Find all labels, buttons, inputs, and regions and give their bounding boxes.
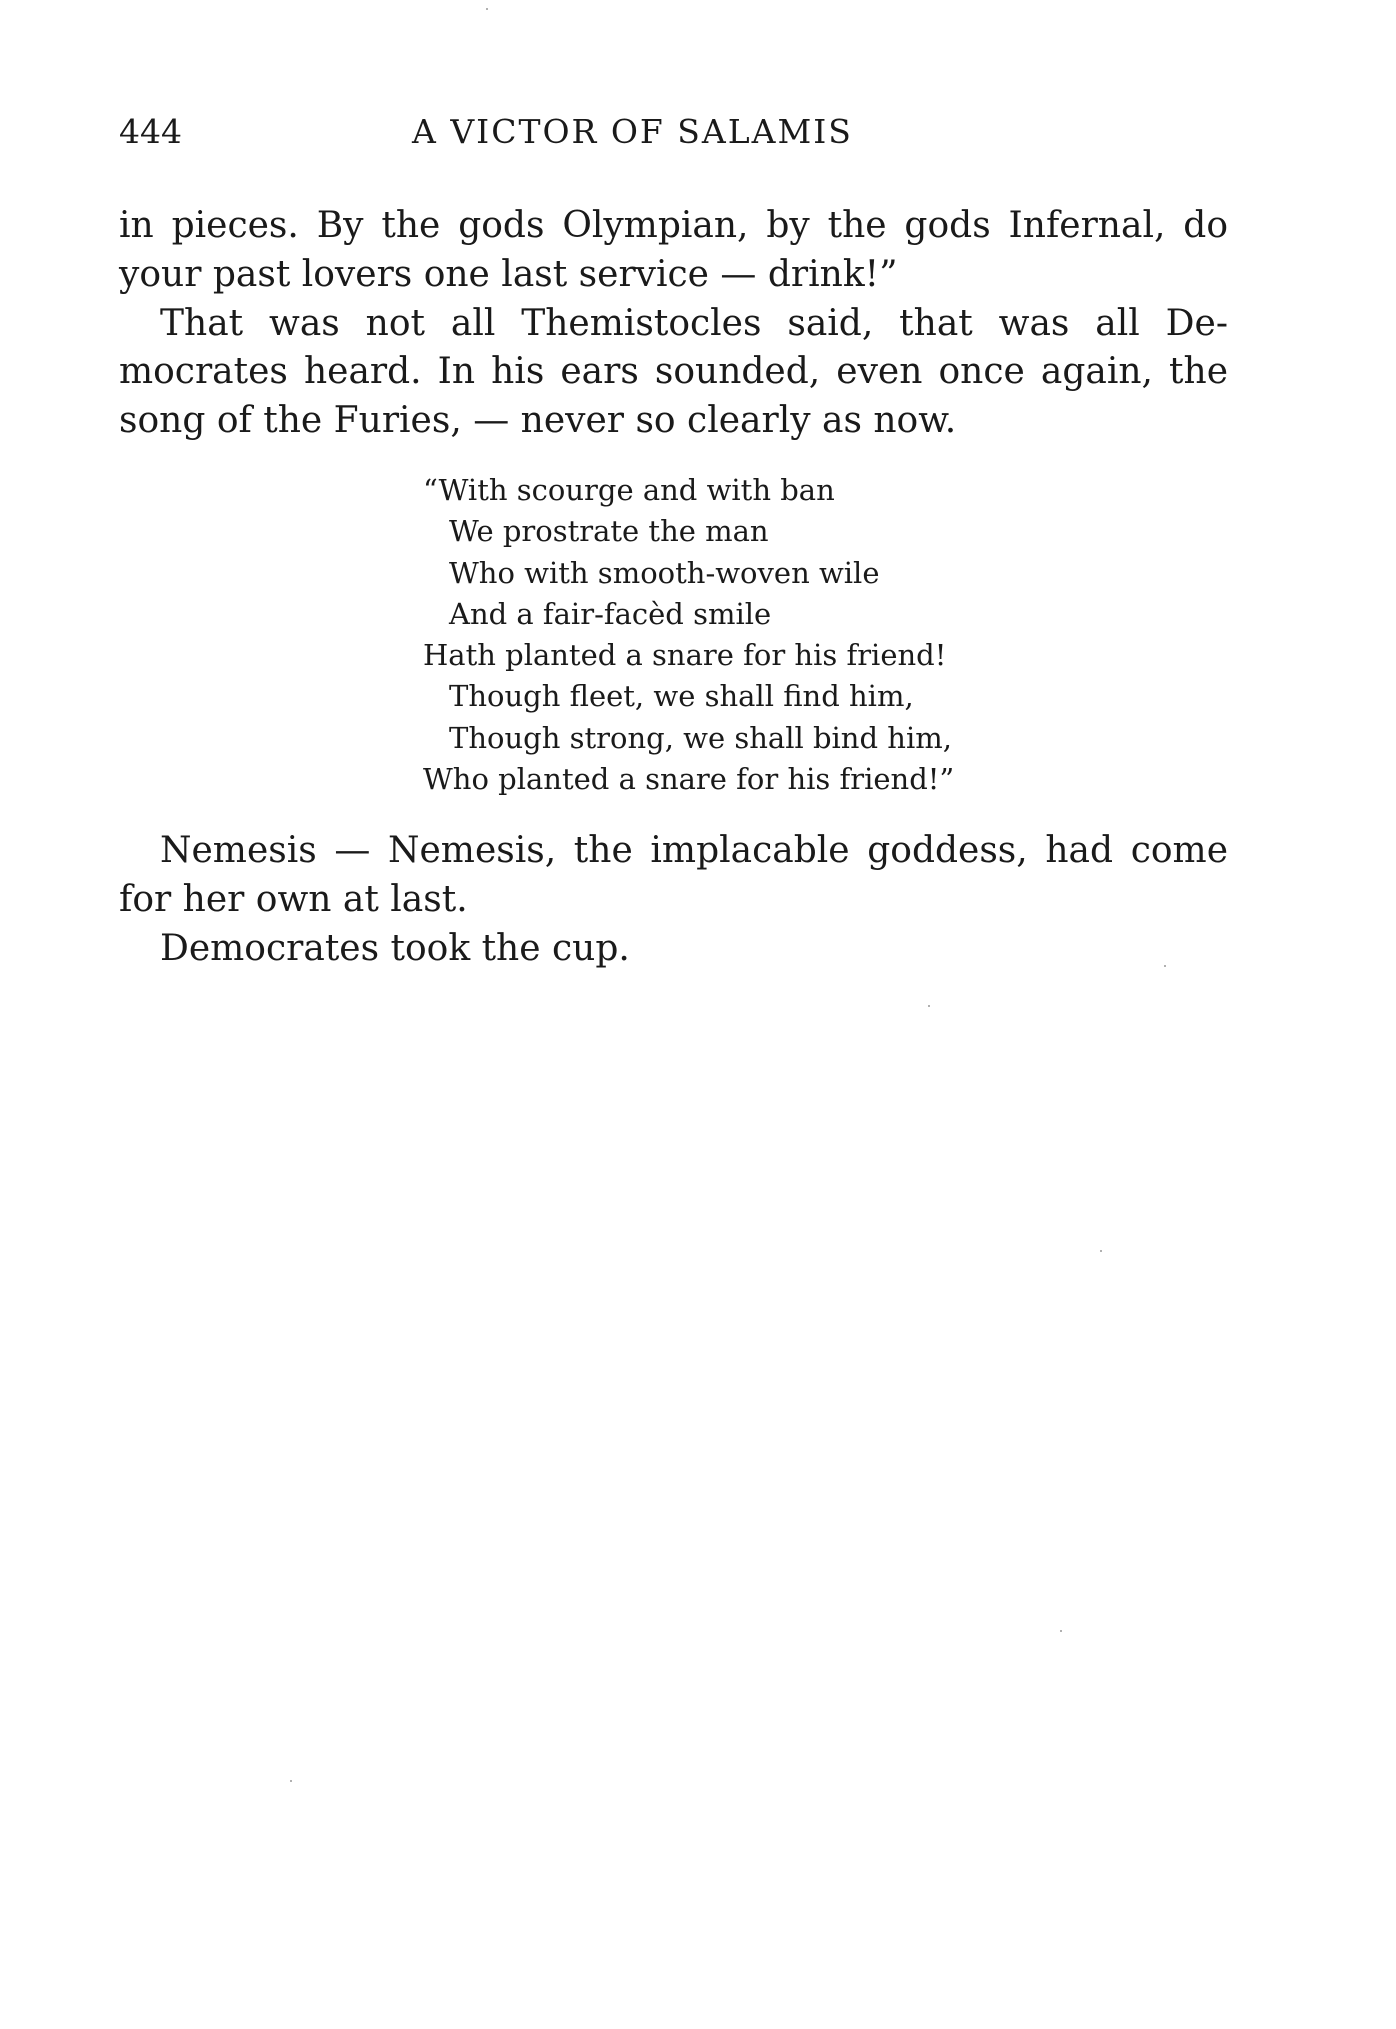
page-number: 444 <box>119 112 182 151</box>
paragraph-line: mocrates heard. In his ears sounded, even once again, the <box>119 351 1228 393</box>
poem-verse: Hath planted a snare for his friend! <box>423 638 947 673</box>
poem-verse: “With scourge and with ban <box>423 473 835 507</box>
poem-verse: Though strong, we shall bind him, <box>449 720 952 755</box>
scan-speck <box>928 1005 930 1007</box>
scan-speck <box>486 8 488 10</box>
paragraph-line: That was not all Themistocles said, that was all De- <box>160 302 1228 344</box>
poem-verse: Though fleet, we shall find him, <box>449 679 914 714</box>
poem-verse: Who planted a snare for his friend!” <box>423 762 955 797</box>
paragraph-line: Nemesis — Nemesis, the implacable goddess, had come <box>160 830 1228 871</box>
paragraph-line: song of the Furies, — never so clearly as now. <box>119 400 957 442</box>
body-text-top <box>119 202 1228 446</box>
paragraph-line: for her own at last. <box>119 878 468 920</box>
poem-verse: We prostrate the man <box>449 514 769 549</box>
poem-block <box>423 470 954 800</box>
scan-speck <box>1100 1250 1102 1252</box>
page-header <box>119 112 1228 156</box>
poem-verse: Who with smooth-woven wile <box>449 555 880 590</box>
poem-verse: And a fair-facèd smile <box>449 596 772 631</box>
final-line: Democrates took the cup. <box>160 927 630 969</box>
body-text-closing <box>119 827 1228 973</box>
scan-speck <box>290 1780 292 1782</box>
running-title: A VICTOR OF SALAMIS <box>412 112 853 151</box>
scan-speck <box>1060 1630 1062 1632</box>
paragraph-line: in pieces. By the gods Olympian, by the gods Infernal, do <box>119 205 1228 246</box>
paragraph-line: your past lovers one last service — drink!” <box>119 253 898 295</box>
scan-speck <box>1164 965 1166 967</box>
